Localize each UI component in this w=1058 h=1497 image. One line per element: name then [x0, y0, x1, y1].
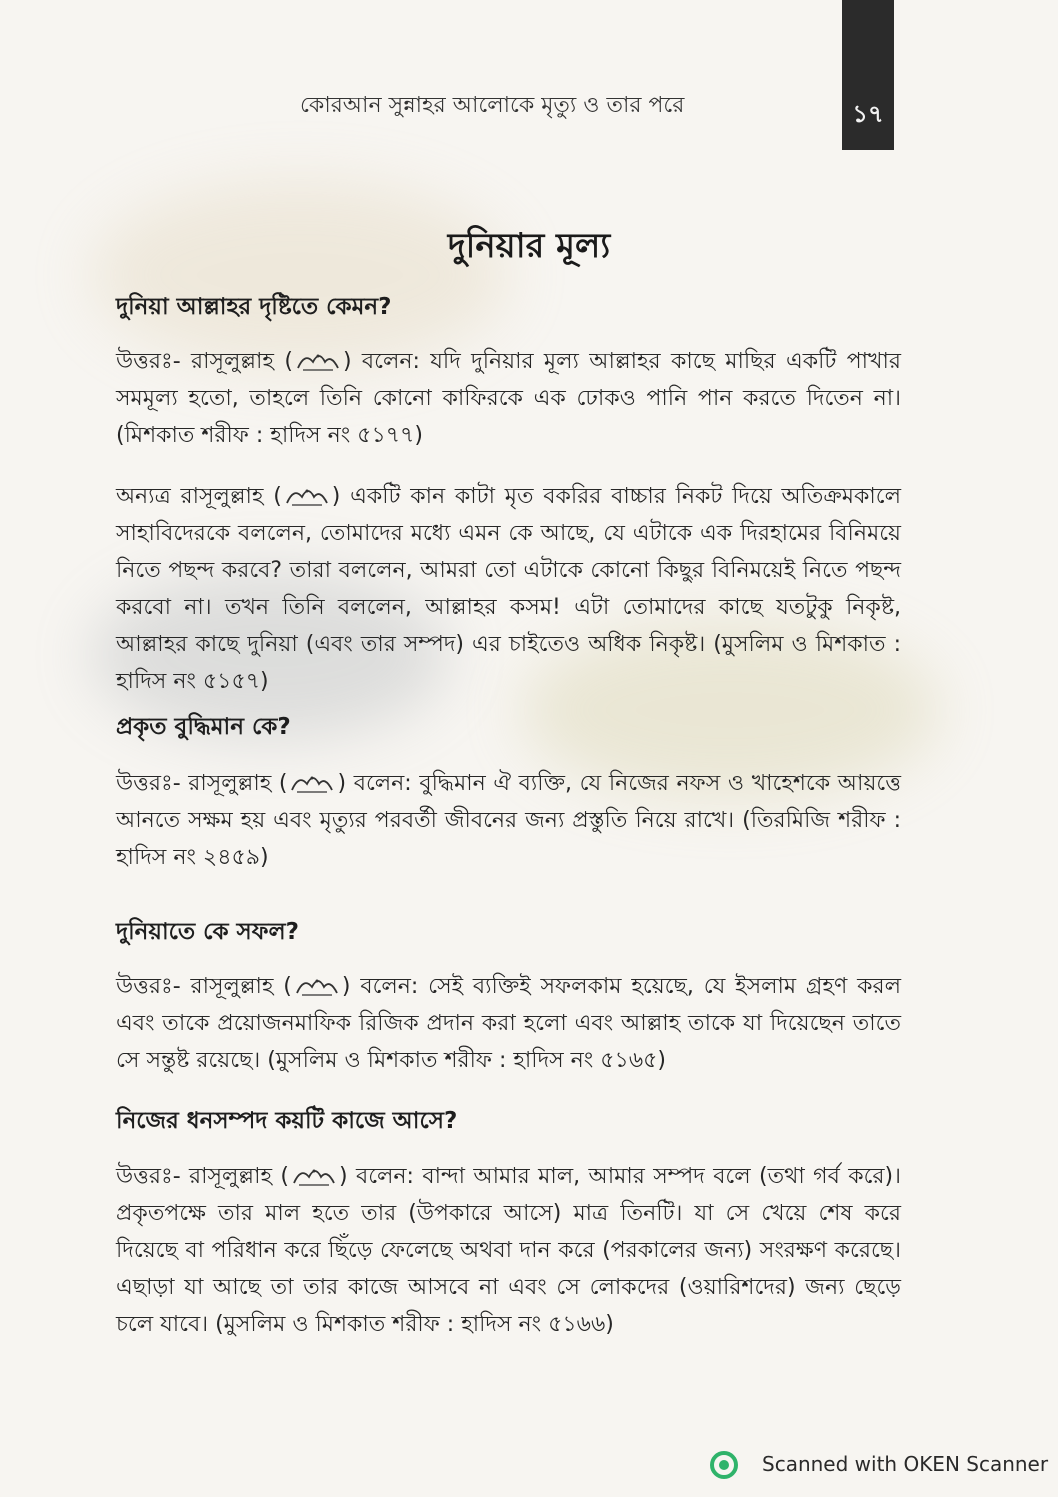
scanner-text: Scanned with OKEN Scanner — [762, 1452, 1049, 1476]
page-number: ১৭ — [852, 100, 884, 128]
question-heading: দুনিয়া আল্লাহর দৃষ্টিতে কেমন? — [116, 294, 392, 320]
answer-paragraph: উত্তরঃ- রাসূলুল্লাহ ( ) বলেন: সেই ব্যক্তিই সফলকাম হয়েছে, যে ইসলাম গ্রহণ করল এবং তাকে প্রয়োজনমাফিক রিজিক প্রদান করা হলো এবং আল্লাহ তাকে যা দিয়েছেন তাতে সে সন্তুষ্ট রয়েছে। (মুসলিম ও মিশকাত শরীফ : হাদিস নং ৫১৬৫) — [116, 974, 901, 1073]
salawat-seal-icon — [294, 973, 340, 997]
oken-scanner-logo-icon — [710, 1451, 738, 1479]
answer-paragraph: উত্তরঃ- রাসূলুল্লাহ ( ) বলেন: বুদ্ধিমান ঐ ব্যক্তি, যে নিজের নফস ও খাহেশকে আয়ত্তে আনতে সক্ষম হয় এবং মৃত্যুর পরবর্তী জীবনের জন্য প্রস্তুতি নিয়ে রাখে। (তিরমিজি শরীফ : হাদিস নং ২৪৫৯) — [116, 771, 901, 870]
running-header-title: কোরআন সুন্নাহর আলোকে মৃত্যু ও তার পরে — [300, 93, 685, 118]
salawat-seal-icon — [289, 770, 335, 794]
question-heading: প্রকৃত বুদ্ধিমান কে? — [116, 714, 291, 740]
salawat-seal-icon — [291, 1163, 337, 1187]
page-title: দুনিয়ার মূল্য — [447, 226, 611, 266]
answer-paragraph: উত্তরঃ- রাসূলুল্লাহ ( ) বলেন: বান্দা আমার মাল, আমার সম্পদ বলে (তথা গর্ব করে)। প্রকৃতপক্ষে তার মাল হতে তার (উপকারে আসে) মাত্র তিনটি। যা সে খেয়ে শেষ করে দিয়েছে বা পরিধান করে ছিঁড়ে ফেলেছে অথবা দান করে (পরকালের জন্য) সংরক্ষণ করেছে। এছাড়া যা আছে তা তার কাজে আসবে না এবং সে লোকদের (ওয়ারিশদের) জন্য ছেড়ে চলে যাবে। (মুসলিম ও মিশকাত শরীফ : হাদিস নং ৫১৬৬) — [116, 1164, 901, 1337]
answer-paragraph: উত্তরঃ- রাসূলুল্লাহ ( ) বলেন: যদি দুনিয়ার মূল্য আল্লাহর কাছে মাছির একটি পাখার সমমূল্য হতো, তাহলে তিনি কোনো কাফিরকে এক ঢোকও পানি পান করতে দিতেন না। (মিশকাত শরীফ : হাদিস নং ৫১৭৭) — [116, 349, 901, 448]
salawat-seal-icon — [295, 348, 341, 372]
scanner-watermark — [710, 1450, 1049, 1480]
answer-paragraph: অন্যত্র রাসূলুল্লাহ ( ) একটি কান কাটা মৃত বকরির বাচ্চার নিকট দিয়ে অতিক্রমকালে সাহাবিদেরকে বললেন, তোমাদের মধ্যে এমন কে আছে, যে এটাকে এক দিরহামের বিনিময়ে নিতে পছন্দ করবে? তারা বললেন, আমরা তো এটাকে কোনো কিছুর বিনিময়েই নিতে পছন্দ করবো না। তখন তিনি বললেন, আল্লাহর কসম! এটা তোমাদের কাছে যতটুকু নিকৃষ্ট, আল্লাহর কাছে দুনিয়া (এবং তার সম্পদ) এর চাইতেও অধিক নিকৃষ্ট। (মুসলিম ও মিশকাত : হাদিস নং ৫১৫৭) — [116, 484, 901, 694]
question-heading: দুনিয়াতে কে সফল? — [116, 919, 300, 945]
salawat-seal-icon — [284, 483, 330, 507]
question-heading: নিজের ধনসম্পদ কয়টি কাজে আসে? — [116, 1108, 458, 1134]
